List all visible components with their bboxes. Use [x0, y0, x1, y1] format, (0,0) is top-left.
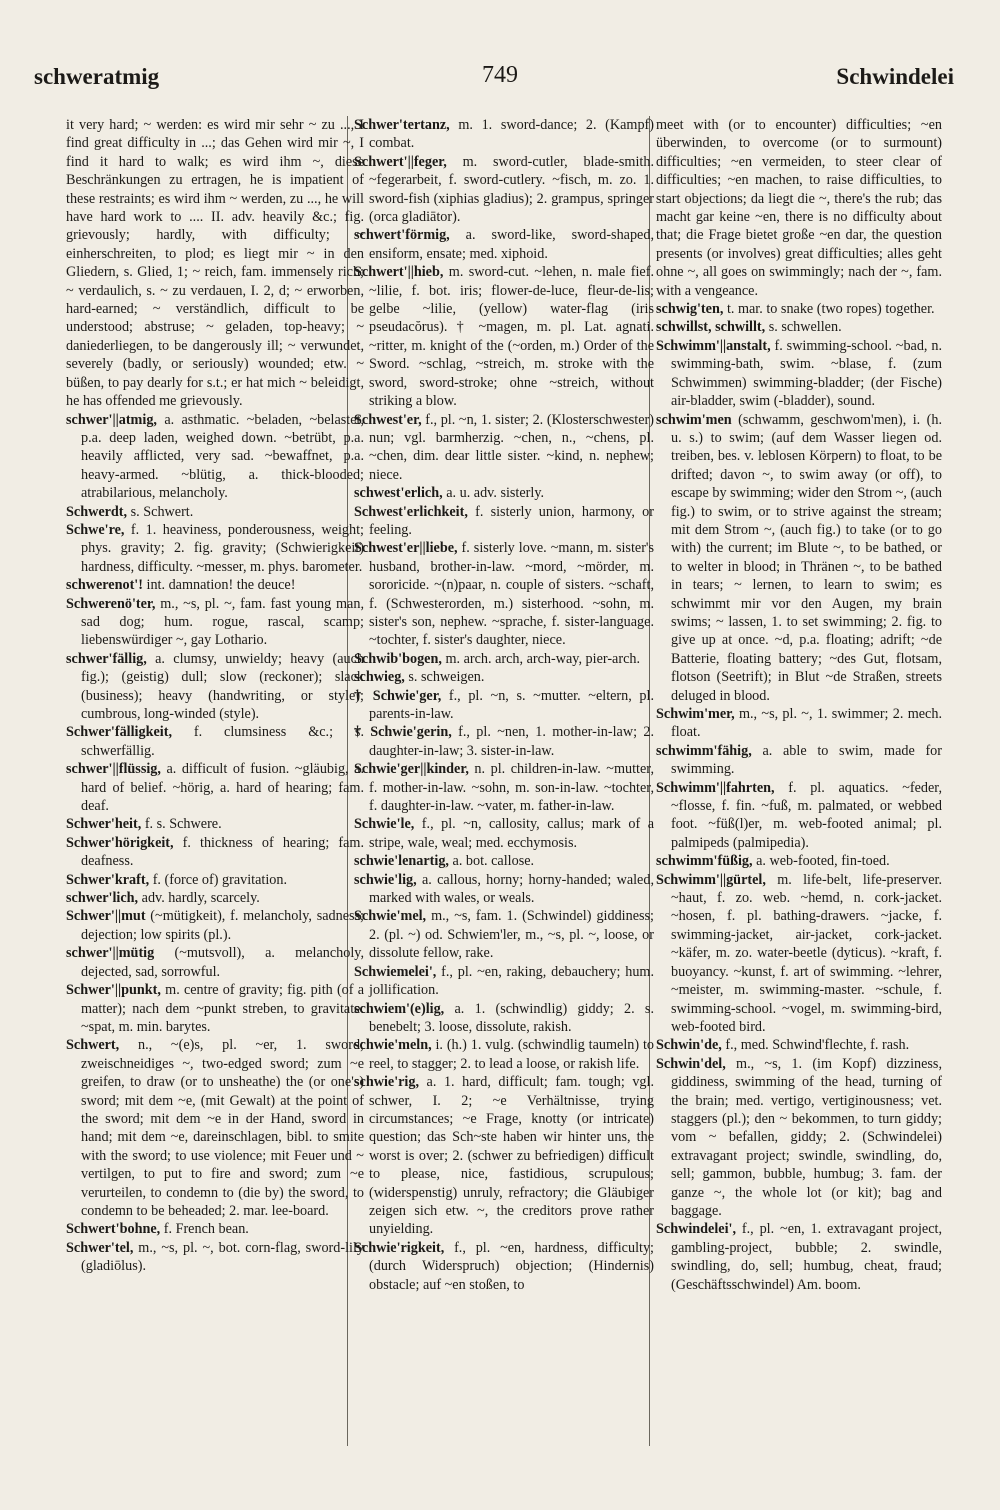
definition-text: s. schweigen.	[404, 669, 485, 686]
dictionary-entry	[656, 1036, 942, 1054]
definition-text: f., pl. ~n, s. ~mutter. ~eltern, pl. parents-in-law.	[369, 687, 655, 722]
definition-text: f. (force of) gravitation.	[149, 871, 288, 888]
running-head-left: schweratmig	[34, 64, 160, 89]
definition-text: a. bot. callose.	[448, 853, 535, 870]
dictionary-entry	[66, 1239, 364, 1276]
headword: Schwert'||feger,	[354, 153, 447, 170]
headword: schwiem'(e)lig,	[354, 1000, 445, 1017]
headword: schwimm'fähig,	[656, 742, 752, 759]
headword: Schwer'tertanz,	[354, 117, 450, 133]
headword: Schwiemelei',	[354, 963, 437, 980]
headword: Schwer'fälligkeit,	[66, 724, 172, 741]
dictionary-entry	[354, 116, 654, 153]
headword: Schwie'le,	[354, 816, 415, 833]
dictionary-entry	[354, 411, 654, 485]
headword: Schwer'hörigkeit,	[66, 834, 174, 851]
dictionary-entry	[66, 595, 364, 650]
headword: schwest'erlich,	[354, 485, 443, 502]
dictionary-entry	[66, 834, 364, 871]
dictionary-entry	[66, 1036, 364, 1220]
definition-text: m. centre of gravity; fig. pith (of a matter); nach dem ~punkt streben, to gravitate. ~spat, m. min. barytes.	[81, 982, 364, 1035]
dictionary-entry	[66, 116, 364, 411]
dictionary-entry	[66, 723, 364, 760]
headword: schwim'men	[656, 411, 732, 428]
headword: Schwer'heit,	[66, 816, 142, 833]
definition-text: n. pl. children-in-law. ~mutter, f. mother-in-law. ~sohn, m. son-in-law. ~tochter, f. daughter-in-law. ~vater, m. father-in-law.	[369, 761, 654, 815]
headword: schwie'rig,	[354, 1074, 420, 1091]
definition-text: it very hard; ~ werden: es wird mir sehr ~ zu ..., I find great difficulty in ...; das Gehen wird mir ~, I find it hard to walk; es wird ihm ~, diese Beschränkungen zu ertragen, he is impatient of these restraints; es wird ihm ~ werden, zu ..., he will have hard work to .... II. adv. heavily &c.; fig. grievously; hardly, with difficulty; ~ einherschreiten, to plod; es liegt mir ~ in den Gliedern, s. Glied, 1; ~ reich, fam. immensely rich; ~ verdaulich, s. ~ zu verdauen, I. 2, d; ~ erworben, hard-earned; ~ verständlich, difficult to be understood; abstruse; ~ geladen, top-heavy; ~ daniederliegen, to be dangerously ill; ~ verwundet, severely (badly, or seriously) wounded; etw. ~ büßen, to pay dearly for s.t.; er hat mich ~ beleidigt, he has offended me grievously.	[66, 117, 364, 410]
headword: † Schwie'ger,	[354, 687, 442, 704]
definition-text: meet with (or to encounter) difficulties; ~en überwinden, to overcome (or to surmount) difficulties; ~en vermeiden, to steer clear of difficulties; ~en machen, to raise difficulties, to start objections; da liegt die ~, there's the rub; das macht gar keine ~en, there is no difficulty about that; die Frage bietet große ~en dar, the question presents (or involves) great difficulties; alles geht ohne ~, all goes on swimmingly; nach der ~, fam. with a vengeance.	[656, 117, 942, 299]
column-right	[656, 116, 942, 1294]
headword: Schwib'bogen,	[354, 650, 442, 667]
dictionary-entry	[66, 650, 364, 724]
dictionary-entry	[354, 1036, 654, 1073]
dictionary-entry	[354, 153, 654, 227]
dictionary-entry	[66, 503, 364, 521]
dictionary-entry	[354, 907, 654, 962]
headword: Schwest'er,	[354, 411, 422, 428]
dictionary-entry	[66, 576, 364, 594]
dictionary-entry	[66, 521, 364, 576]
headword: Schwie'ger||kinder,	[354, 761, 469, 778]
dictionary-entry	[354, 852, 654, 870]
definition-text: f. pl. aquatics. ~feder, ~flosse, f. fin. ~fuß, m. palmated, or webbed foot. ~füß(l)er, m. web-footed animal; pl. palmipeds (palmipedia).	[671, 779, 942, 851]
definition-text: a. sword-like, sword-shaped, ensiform, ensate; med. xiphoid.	[369, 227, 654, 262]
definition-text: n., ~(e)s, pl. ~er, 1. sword; zweischneidiges ~, two-edged sword; zum ~e greifen, to draw (or to unsheathe) the (or one's) sword; mit dem ~e, (mit Gewalt) at the point of the sword; mit dem ~e in der Hand, sword in hand; mit dem ~e, dareinschlagen, bibl. to smite with the sword; to use violence; mit Feuer und ~ vertilgen, to put to fire and sword; zum ~e verurteilen, to condemn to (die by) the sword, to condemn to be beheaded; 2. mar. lee-board.	[81, 1037, 364, 1219]
definition-text: t. mar. to snake (two ropes) together.	[723, 301, 935, 318]
headword: schwie'meln,	[354, 1037, 432, 1054]
definition-text: f., pl. ~n, 1. sister; 2. (Klosterschwester) nun; vgl. barmherzig. ~chen, n., ~chens, pl. ~chen, dim. dear little sister. ~kind, n. nephew; niece.	[369, 411, 654, 483]
definition-text: a. 1. (schwindlig) giddy; 2. s. benebelt; 3. loose, dissolute, rakish.	[369, 1000, 654, 1035]
headword: Schwimm'||anstalt,	[656, 337, 771, 354]
definition-text: m. sword-cut. ~lehen, n. male fief. ~lilie, f. bot. iris; flower-de-luce, fleur-de-lis; gelbe ~lilie, (yellow) water-flag (iris pseudacŏrus). † ~magen, m. pl. Lat. agnati. ~ritter, m. knight of the (~orden, m.) Order of the Sword. ~schlag, ~streich, m. stroke with the sword, sword-stroke; ohne ~streich, without striking a blow.	[369, 264, 654, 410]
definition-text: m., ~s, 1. (im Kopf) dizziness, giddiness, swimming of the head, turning of the brain; med. vertigo, vertiginousness; vet. staggers (pl.); den ~ bekommen, to turn giddy; vom ~ befallen, giddy; 2. (Schwindelei) extravagant project; swindle, swindling, do, sell; gammon, bubble, humbug; 3. fam. der ganze ~, the whole lot (or kit); bag and baggage.	[671, 1055, 942, 1219]
dictionary-entry	[354, 263, 654, 410]
dictionary-entry	[354, 484, 654, 502]
definition-text: f. French bean.	[160, 1221, 249, 1238]
dictionary-entry	[354, 226, 654, 263]
headword: Schwimm'||gürtel,	[656, 871, 766, 888]
definition-text: a. difficult of fusion. ~gläubig, a. hard of belief. ~hörig, a. hard of hearing; fam. deaf.	[81, 761, 364, 815]
definition-text: m. life-belt, life-preserver. ~haut, f. zo. web. ~hemd, n. cork-jacket. ~hosen, f. pl. bathing-drawers. ~jacke, f. swimming-jacket, air-jacket, cork-jacket. ~käfer, m. zo. water-beetle (dyticus). ~kraft, f. buoyancy. ~kunst, f. art of swimming. ~lehrer, ~meister, m. swimming-master. ~schule, f. swimming-school. ~vogel, m. swimming-bird, web-footed bird.	[671, 871, 942, 1035]
dictionary-entry	[656, 1220, 942, 1294]
definition-text: m., ~s, pl. ~, fam. fast young man, sad dog; hum. rogue, rascal, scamp; liebenswürdiger ~, gay Lothario.	[81, 595, 364, 649]
headword: Schwert'||hieb,	[354, 264, 444, 281]
definition-text: adv. hardly, scarcely.	[138, 890, 260, 907]
headword: schwig'ten,	[656, 301, 724, 318]
dictionary-entry	[656, 116, 942, 300]
headword: Schwer'||mut	[66, 908, 146, 925]
headword: Schwim'mer,	[656, 706, 735, 722]
dictionary-entry	[656, 1055, 942, 1221]
definition-text: m. sword-cutler, blade-smith. ~fegerarbeit, f. sword-cutlery. ~fisch, m. zo. 1. sword-fish (xiphias gladius); 2. grampus, springer (orca gladiātor).	[369, 153, 654, 226]
dictionary-entry	[656, 705, 942, 742]
headword: Schwest'er||liebe,	[354, 540, 458, 557]
headword: Schwimm'||fahrten,	[656, 779, 775, 796]
headword: schwer'||mütig	[66, 945, 155, 962]
headword: schwieg,	[354, 669, 405, 686]
headword: Schwerenö'ter,	[66, 595, 156, 612]
headword: † Schwie'gerin,	[354, 724, 452, 741]
definition-text: a. able to swim, made for swimming.	[671, 742, 942, 778]
headword: Schwert,	[66, 1037, 120, 1054]
definition-text: f. s. Schwere.	[141, 816, 222, 833]
column-middle	[354, 116, 654, 1294]
dictionary-entry	[656, 411, 942, 706]
running-head-right: Schwindelei	[836, 64, 954, 89]
headword: Schwie'rigkeit,	[354, 1239, 445, 1256]
headword: schwerenot'!	[66, 577, 143, 594]
headword: Schwindelei',	[656, 1221, 737, 1238]
definition-text: f. 1. heaviness, ponderousness, weight; phys. gravity; 2. fig. gravity; (Schwierigkeit) hardness, difficulty. ~messer, m. phys. barometer.	[81, 521, 364, 575]
dictionary-entry	[66, 1220, 364, 1238]
dictionary-entry	[66, 815, 364, 833]
definition-text: f. swimming-school. ~bad, n. swimming-bath, swim. ~blase, f. (zum Schwimmen) swimming-bladder; (der Fische) air-bladder, swim (-bladder), sound.	[671, 337, 942, 410]
dictionary-entry	[656, 300, 942, 318]
definition-text: f., pl. ~en, hardness, difficulty; (durch Widerspruch) objection; (Hindernis) obstacle; auf ~en stoßen, to	[369, 1239, 654, 1293]
dictionary-entry	[354, 1239, 654, 1294]
dictionary-entry	[66, 411, 364, 503]
dictionary-entry	[354, 723, 655, 760]
headword: schwimm'füßig,	[656, 853, 753, 870]
dictionary-entry	[354, 1000, 654, 1037]
dictionary-entry	[656, 871, 942, 1037]
definition-text: s. schwellen.	[765, 319, 842, 336]
headword: Schwer'tel,	[66, 1239, 134, 1256]
headword: Schwert'bohne,	[66, 1221, 161, 1238]
dictionary-entry	[354, 668, 654, 686]
headword: schwie'lig,	[354, 871, 417, 888]
definition-text: (~mütigkeit), f. melancholy, sadness; dejection; low spirits (pl.).	[81, 908, 364, 943]
dictionary-entry	[354, 539, 654, 649]
definition-text: f., pl. ~en, raking, debauchery; hum. jollification.	[369, 963, 654, 999]
headword: schwer'fällig,	[66, 650, 147, 667]
dictionary-entry	[656, 852, 942, 870]
definition-text: s. Schwert.	[127, 503, 194, 520]
definition-text: f., pl. ~n, callosity, callus; mark of a stripe, wale, weal; med. ecchymosis.	[369, 816, 654, 851]
definition-text: f., pl. ~nen, 1. mother-in-law; 2. daughter-in-law; 3. sister-in-law.	[369, 724, 655, 759]
headword: schwer'||flüssig,	[66, 761, 161, 778]
dictionary-entry	[354, 963, 654, 1000]
dictionary-entry	[656, 742, 942, 779]
headword: schwer'||atmig,	[66, 411, 157, 428]
dictionary-entry	[66, 944, 364, 981]
definition-text: (~mutsvoll), a. melancholy, dejected, sad, sorrowful.	[81, 945, 364, 980]
definition-text: m. 1. sword-dance; 2. (Kampf) combat.	[369, 117, 654, 152]
definition-text: i. (h.) 1. vulg. (schwindlig taumeln) to reel, to stagger; 2. to lead a loose, or rakish life.	[369, 1037, 654, 1072]
definition-text: f., med. Schwind'flechte, f. rash.	[721, 1037, 910, 1054]
definition-text: f. thickness of hearing; fam. deafness.	[81, 834, 364, 870]
dictionary-entry	[656, 779, 942, 853]
definition-text: m., ~s, pl. ~, bot. corn-flag, sword-lily (gladiōlus).	[81, 1239, 364, 1275]
definition-text: a. callous, horny; horny-handed; waled, marked with wales, or weals.	[369, 871, 654, 907]
headword: schwie'lenartig,	[354, 853, 449, 870]
headword: Schwest'erlichkeit,	[354, 503, 468, 520]
dictionary-entry	[66, 907, 364, 944]
definition-text: f., pl. ~en, 1. extravagant project, gambling-project, bubble; 2. swindle, swindling, do, sell; humbug, cheat, fraud; (Geschäftsschwindel) Am. boom.	[671, 1221, 942, 1293]
column-left	[66, 116, 364, 1276]
definition-text: m., ~s, fam. 1. (Schwindel) giddiness; 2. (pl. ~) od. Schwiem'ler, m., ~s, pl. ~, loose, or dissolute fellow, rake.	[369, 908, 654, 962]
definition-text: (schwamm, geschwom'men), i. (h. u. s.) to swim; (auf dem Wasser liegen od. treiben, bes. v. leblosen Körpern) to float, to be drifted; davon ~, to swim away (or off), to escape by swimming; wider den Strom ~, (auch fig.) to swim, or to strive against the stream; mit dem Strom ~, (auch fig.) to take (or to go with) the current; im Blute ~, to be bathed, or to welter in blood; in Thränen ~, to be bathed in tears; ~ lernen, to learn to swim; es schwimmt mir vor den Augen, my brain swims; ~ lassen, 1. to set swimming; 2. fig. to give up at once. ~d, p.a. floating; adrift; ~de Batterie, floating battery; ~des Gut, flotsam, flotson (Seetrift); in Blut ~de Straßen, streets deluged in blood.	[671, 411, 942, 704]
definition-text: m., ~s, pl. ~, 1. swimmer; 2. mech. float.	[671, 706, 942, 741]
definition-text: int. damnation! the deuce!	[142, 577, 296, 594]
definition-text: a. clumsy, unwieldy; heavy (auch fig.); (geistig) dull; slow (reckoner); slack (business); heavy (handwriting, or style); cumbrous, long-winded (style).	[81, 650, 364, 722]
dictionary-entry	[354, 687, 655, 724]
dictionary-entry	[354, 650, 654, 668]
definition-text: a. web-footed, fin-toed.	[752, 853, 890, 870]
dictionary-entry	[656, 318, 942, 336]
dictionary-entry	[354, 503, 654, 540]
definition-text: f. clumsiness &c.; s. schwerfällig.	[81, 724, 364, 759]
definition-text: f. sisterly union, harmony, or feeling.	[369, 503, 654, 538]
headword: Schwin'de,	[656, 1037, 722, 1054]
headword: Schwerdt,	[66, 503, 128, 520]
headword: schwer'lich,	[66, 890, 139, 907]
definition-text: a. asthmatic. ~beladen, ~belastet, p.a. deep laden, weighed down. ~betrübt, p.a. heavily afflicted, very sad. ~bewaffnet, p.a. heavy-armed. ~blütig, a. thick-blooded; atrabilarious, melancholy.	[81, 411, 364, 502]
headword: Schwie'mel,	[354, 908, 427, 925]
dictionary-entry	[66, 871, 364, 889]
headword: Schwer'kraft,	[66, 871, 150, 888]
headword: Schwin'del,	[656, 1055, 726, 1072]
headword: schwillst, schwillt,	[656, 319, 766, 336]
dictionary-entry	[354, 1073, 654, 1239]
headword: Schwe're,	[66, 521, 125, 538]
dictionary-entry	[354, 871, 654, 908]
dictionary-entry	[354, 815, 654, 852]
dictionary-entry	[656, 337, 942, 411]
dictionary-entry	[66, 889, 364, 907]
definition-text: m. arch. arch, arch-way, pier-arch.	[441, 650, 641, 667]
dictionary-entry	[66, 981, 364, 1036]
definition-text: a. u. adv. sisterly.	[442, 485, 545, 502]
definition-text: a. 1. hard, difficult; fam. tough; vgl. schwer, I. 2; ~e Verhältnisse, trying circumstances; ~e Frage, knotty (or intricate) question; das Sch~ste haben wir hinter uns, the worst is over; 2. (schwer zu befriedigen) difficult to please, nice, fastidious, scrupulous; (widerspenstig) unruly, refractory; die Gläubiger zeigen sich etw. ~, the creditors prove rather unyielding.	[369, 1074, 654, 1238]
definition-text: f. sisterly love. ~mann, m. sister's husband, brother-in-law. ~mord, ~mörder, m. sororicide. ~(n)paar, n. couple of sisters. ~schaft, f. (Schwesterorden, m.) sisterhood. ~sohn, m. sister's son, nephew. ~sprache, f. sister-language. ~tochter, f. sister's daughter, niece.	[369, 540, 654, 649]
dictionary-entry	[354, 760, 654, 815]
dictionary-entry	[66, 760, 364, 815]
headword: Schwer'||punkt,	[66, 982, 161, 999]
headword: schwert'förmig,	[354, 227, 450, 244]
page-number: 749	[482, 62, 518, 88]
